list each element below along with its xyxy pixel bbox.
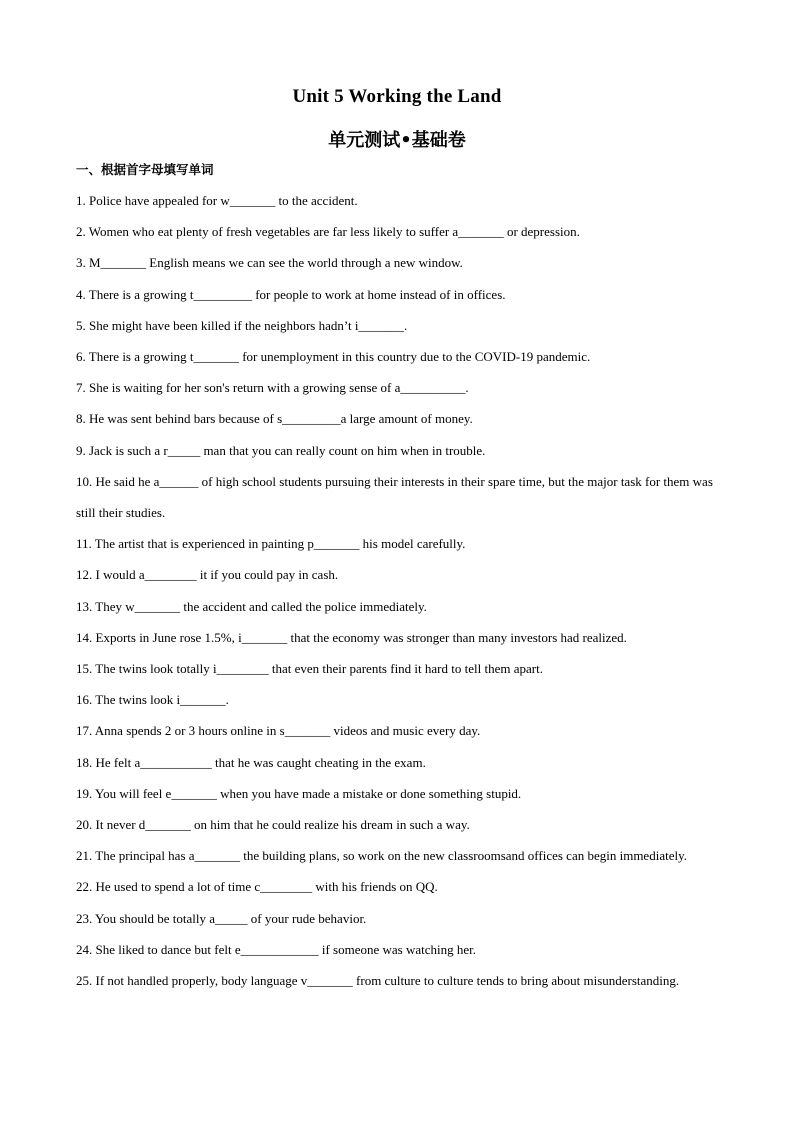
question-item: 5. She might have been killed if the neighbors hadn’t i_______. — [76, 317, 408, 333]
question-item: 3. M_______ English means we can see the world through a new window. — [76, 255, 463, 271]
question-item: 2. Women who eat plenty of fresh vegetables are far less likely to suffer a_______ or depression. — [76, 224, 580, 240]
section-heading: 一、根据首字母填写单词 — [76, 162, 214, 177]
question-item: 23. You should be totally a_____ of your rude behavior. — [76, 910, 367, 926]
question-item: 14. Exports in June rose 1.5%, i_______ that the economy was stronger than many investors had realized. — [76, 629, 627, 645]
question-item: 6. There is a growing t_______ for unemployment in this country due to the COVID-19 pandemic. — [76, 349, 591, 365]
question-item: 10. He said he a______ of high school students pursuing their interests in their spare time, but the major task for them was still their studies. — [76, 473, 713, 521]
document-subtitle: 单元测试•基础卷 — [328, 130, 466, 151]
question-item: 25. If not handled properly, body language v_______ from culture to culture tends to bring about misunderstanding. — [76, 973, 680, 989]
question-item: 15. The twins look totally i________ that even their parents find it hard to tell them apart. — [76, 661, 543, 677]
question-item: 13. They w_______ the accident and called the police immediately. — [76, 598, 427, 614]
question-item: 16. The twins look i_______. — [76, 692, 229, 708]
question-item: 20. It never d_______ on him that he could realize his dream in such a way. — [76, 817, 470, 833]
question-item: 19. You will feel e_______ when you have made a mistake or done something stupid. — [76, 785, 522, 801]
document-title: Unit 5 Working the Land — [292, 86, 502, 107]
question-item: 4. There is a growing t_________ for people to work at home instead of in offices. — [76, 286, 506, 302]
question-item: 17. Anna spends 2 or 3 hours online in s_______ videos and music every day. — [76, 723, 481, 739]
question-item: 24. She liked to dance but felt e____________ if someone was watching her. — [76, 941, 477, 957]
question-item: 1. Police have appealed for w_______ to the accident. — [76, 193, 358, 208]
question-item: 7. She is waiting for her son's return with a growing sense of a__________. — [76, 380, 469, 396]
question-item: 9. Jack is such a r_____ man that you can really count on him when in trouble. — [76, 442, 486, 458]
question-item: 11. The artist that is experienced in painting p_______ his model carefully. — [76, 536, 466, 552]
question-list — [76, 185, 716, 996]
question-item: 8. He was sent behind bars because of s_________a large amount of money. — [76, 411, 473, 427]
question-item: 22. He used to spend a lot of time c________ with his friends on QQ. — [76, 879, 438, 895]
question-item: 12. I would a________ it if you could pay in cash. — [76, 567, 339, 583]
question-item: 18. He felt a___________ that he was caught cheating in the exam. — [76, 754, 426, 770]
question-item: 21. The principal has a_______ the building plans, so work on the new classroomsand offices can begin immediately. — [76, 848, 687, 864]
